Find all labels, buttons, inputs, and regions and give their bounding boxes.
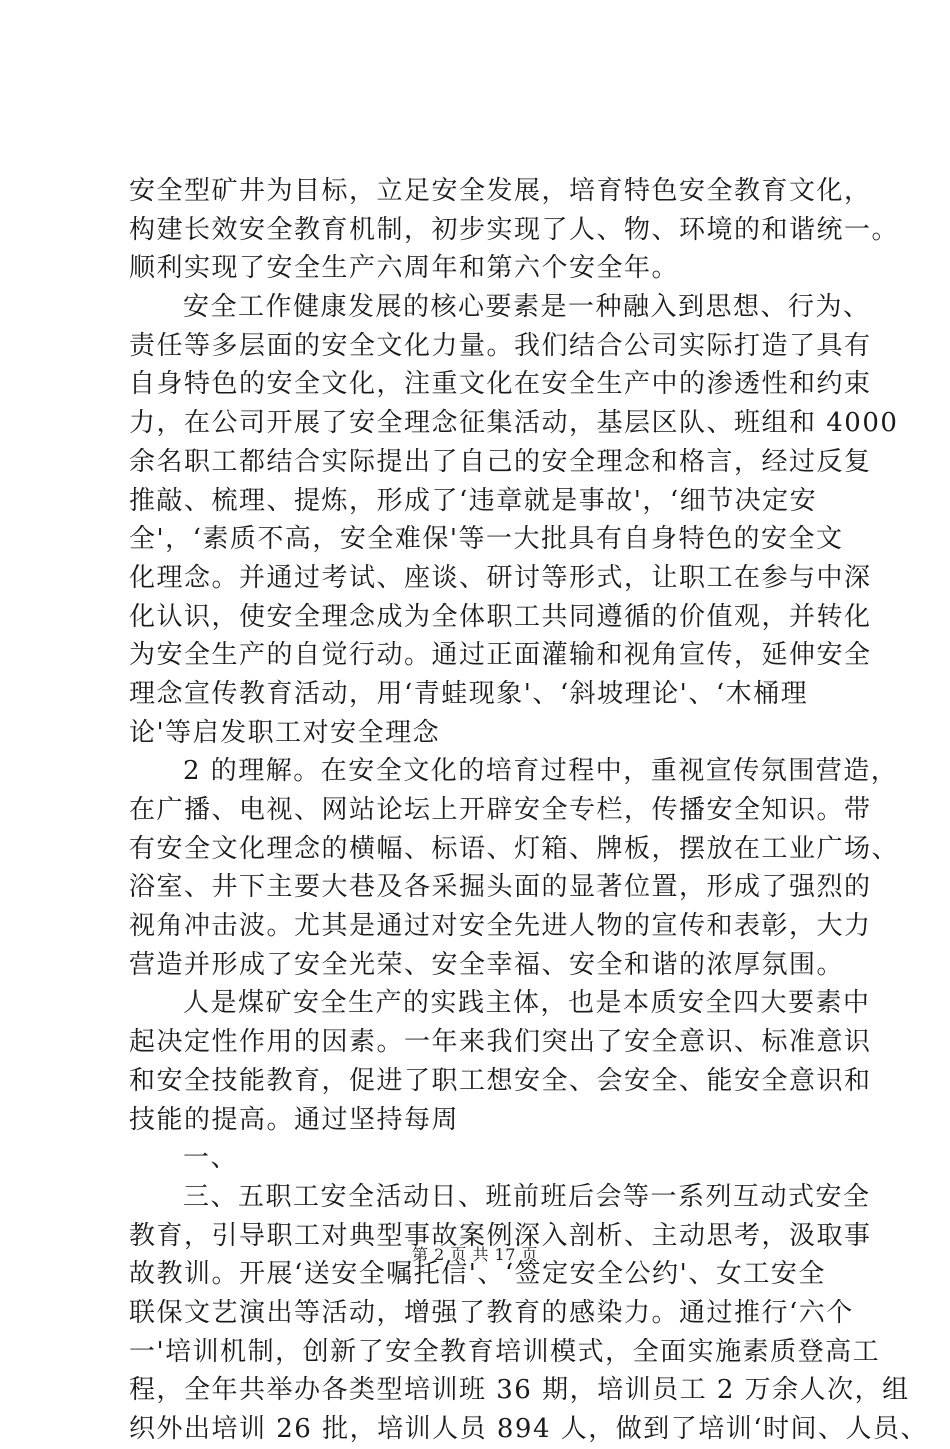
text-line: 在广播、电视、网站论坛上开辟安全专栏，传播安全知识。带 [129,795,872,825]
text-line: 一'培训机制，创新了安全教育培训模式，全面实施素质登高工 [129,1336,881,1367]
text-line: 构建长效安全教育机制，初步实现了人、物、环境的和谐统一。 [129,214,900,245]
text-line: 人是煤矿安全生产的实践主体，也是本质安全四大要素中 [183,988,871,1019]
text-line: 联保文艺演出等活动，增强了教育的感染力。通过推行‘六个 [129,1297,854,1328]
text-line: 三、五职工安全活动日、班前班后会等一系列互动式安全 [183,1181,871,1212]
text-line: 自身特色的安全文化，注重文化在安全生产中的渗透性和约束 [129,369,872,400]
text-line: 故教训。开展‘送安全嘱托信'、‘签定安全公约'、女工安全 [129,1259,826,1290]
text-line: 化认识，使安全理念成为全体职工共同遵循的价值观，并转化 [129,601,872,632]
text-line: 推敲、梳理、提炼，形成了‘违章就是事故'，‘细节决定安 [129,485,818,516]
text-line: 视角冲击波。尤其是通过对安全先进人物的宣传和表彰，大力 [129,911,872,942]
text-line: 一、 [183,1143,239,1174]
text-line: 教育，引导职工对典型事故案例深入剖析、主动思考，汲取事 [129,1220,872,1251]
text-line: 织外出培训 26 批，培训人员 894 人，做到了培训‘时间、人员、 [129,1414,929,1444]
text-line: 起决定性作用的因素。一年来我们突出了安全意识、标准意识 [129,1027,872,1058]
text-line: 化理念。并通过考试、座谈、研讨等形式，让职工在参与中深 [129,562,872,593]
text-line: 责任等多层面的安全文化力量。我们结合公司实际打造了具有 [129,330,872,361]
text-line: 安全型矿井为目标，立足安全发展，培育特色安全教育文化， [129,176,872,206]
page-footer: 第 2 页 共 17 页 [412,1245,538,1264]
text-line: 力，在公司开展了安全理念征集活动，基层区队、班组和 4000 [129,408,899,439]
text-line: 技能的提高。通过坚持每周 [129,1104,460,1135]
text-line: 理念宣传教育活动，用‘青蛙现象'、‘斜坡理论'、‘木桶理 [129,678,809,709]
text-line: 安全工作健康发展的核心要素是一种融入到思想、行为、 [183,292,871,323]
text-line: 为安全生产的自觉行动。通过正面灌输和视角宣传，延伸安全 [129,640,872,671]
text-line: 营造并形成了安全光荣、安全幸福、安全和谐的浓厚氛围。 [129,949,845,980]
text-line: 浴室、井下主要大巷及各采掘头面的显著位置，形成了强烈的 [129,872,872,903]
text-line: 2 的理解。在安全文化的培育过程中，重视宣传氛围营造， [183,756,899,787]
text-line: 全'，‘素质不高，安全难保'等一大批具有自身特色的安全文 [129,524,844,555]
text-line: 和安全技能教育，促进了职工想安全、会安全、能安全意识和 [129,1065,872,1096]
text-line: 论'等启发职工对安全理念 [129,717,441,748]
text-line: 程，全年共举办各类型培训班 36 期，培训员工 2 万余人次，组 [129,1375,910,1406]
text-line: 有安全文化理念的横幅、标语、灯箱、牌板，摆放在工业广场、 [129,833,900,864]
text-line: 余名职工都结合实际提出了自己的安全理念和格言，经过反复 [129,446,872,477]
text-line: 顺利实现了安全生产六周年和第六个安全年。 [129,253,680,284]
